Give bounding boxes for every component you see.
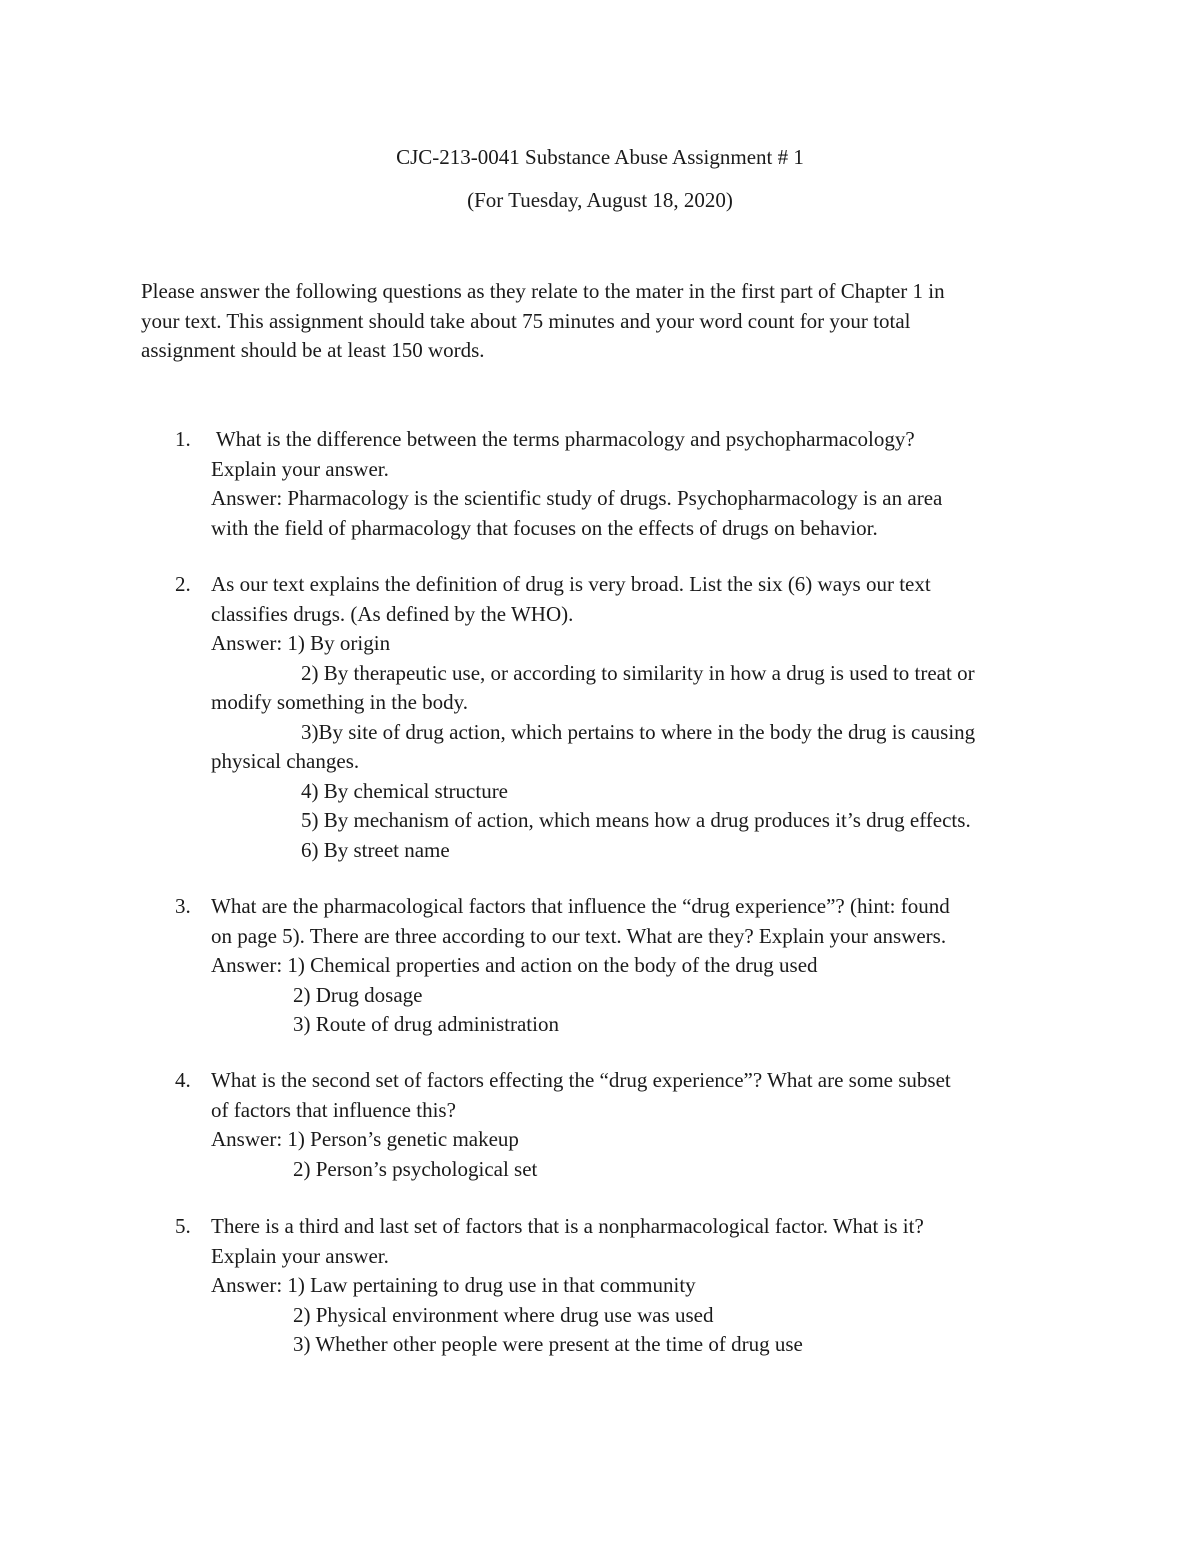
answer-text: Answer: 1) Law pertaining to drug use in that community	[211, 1273, 696, 1297]
answer-text: 5) By mechanism of action, which means how a drug produces it’s drug effects.	[301, 808, 971, 832]
question-number: 2.	[175, 572, 191, 596]
question-5	[175, 1212, 1075, 1360]
question-text: Explain your answer.	[211, 1243, 389, 1268]
answer-text: 2) Physical environment where drug use was used	[293, 1302, 714, 1327]
question-text: classifies drugs. (As defined by the WHO).	[211, 601, 574, 626]
question-3	[175, 892, 1075, 1040]
answer-text: 6) By street name	[301, 837, 450, 862]
question-text: There is a third and last set of factors that is a nonpharmacological factor. What is it?	[211, 1214, 924, 1238]
question-text: What are the pharmacological factors that influence the “drug experience”? (hint: found	[211, 894, 950, 918]
question-number: 1.	[175, 427, 191, 451]
document-title: CJC-213-0041 Substance Abuse Assignment # 1	[396, 145, 804, 169]
question-1	[175, 425, 1075, 543]
answer-text: Answer: Pharmacology is the scientific study of drugs. Psychopharmacology is an area	[211, 486, 943, 510]
answer-text: 2) Drug dosage	[293, 982, 423, 1007]
answer-text: 3) Route of drug administration	[293, 1012, 559, 1036]
instructions-paragraph	[141, 277, 1071, 366]
answer-text: Answer: 1) By origin	[211, 631, 391, 655]
question-number: 5.	[175, 1214, 191, 1238]
question-text: on page 5). There are three according to our text. What are they? Explain your answers.	[211, 923, 947, 948]
answer-text: 4) By chemical structure	[301, 778, 509, 803]
answer-text: with the field of pharmacology that focuses on the effects of drugs on behavior.	[211, 515, 878, 540]
answer-text: 2) Person’s psychological set	[293, 1156, 538, 1181]
instructions-line: assignment should be at least 150 words.	[141, 338, 485, 362]
answer-text: Answer: 1) Person’s genetic makeup	[211, 1127, 519, 1151]
instructions-line: Please answer the following questions as they relate to the mater in the first part of Chapter 1 in	[141, 279, 945, 303]
question-text: As our text explains the definition of drug is very broad. List the six (6) ways our text	[211, 572, 931, 596]
answer-text: 3) Whether other people were present at the time of drug use	[293, 1332, 803, 1356]
question-text: What is the second set of factors effecting the “drug experience”? What are some subset	[211, 1068, 951, 1092]
question-number: 3.	[175, 894, 191, 918]
answer-text: 3)By site of drug action, which pertains to where in the body the drug is causing	[301, 719, 976, 744]
question-2	[175, 570, 1075, 865]
answer-text: physical changes.	[211, 749, 360, 773]
answer-text: 2) By therapeutic use, or according to similarity in how a drug is used to treat or	[301, 660, 975, 685]
instructions-line: your text. This assignment should take about 75 minutes and your word count for your total	[141, 308, 911, 333]
document-subtitle: (For Tuesday, August 18, 2020)	[467, 188, 733, 212]
question-text: Explain your answer.	[211, 456, 389, 481]
answer-text: modify something in the body.	[211, 690, 469, 714]
question-4	[175, 1066, 1075, 1184]
question-text: of factors that influence this?	[211, 1097, 456, 1122]
answer-text: Answer: 1) Chemical properties and action on the body of the drug used	[211, 953, 818, 977]
question-number: 4.	[175, 1068, 191, 1092]
question-text: What is the difference between the terms pharmacology and psychopharmacology?	[211, 427, 915, 451]
